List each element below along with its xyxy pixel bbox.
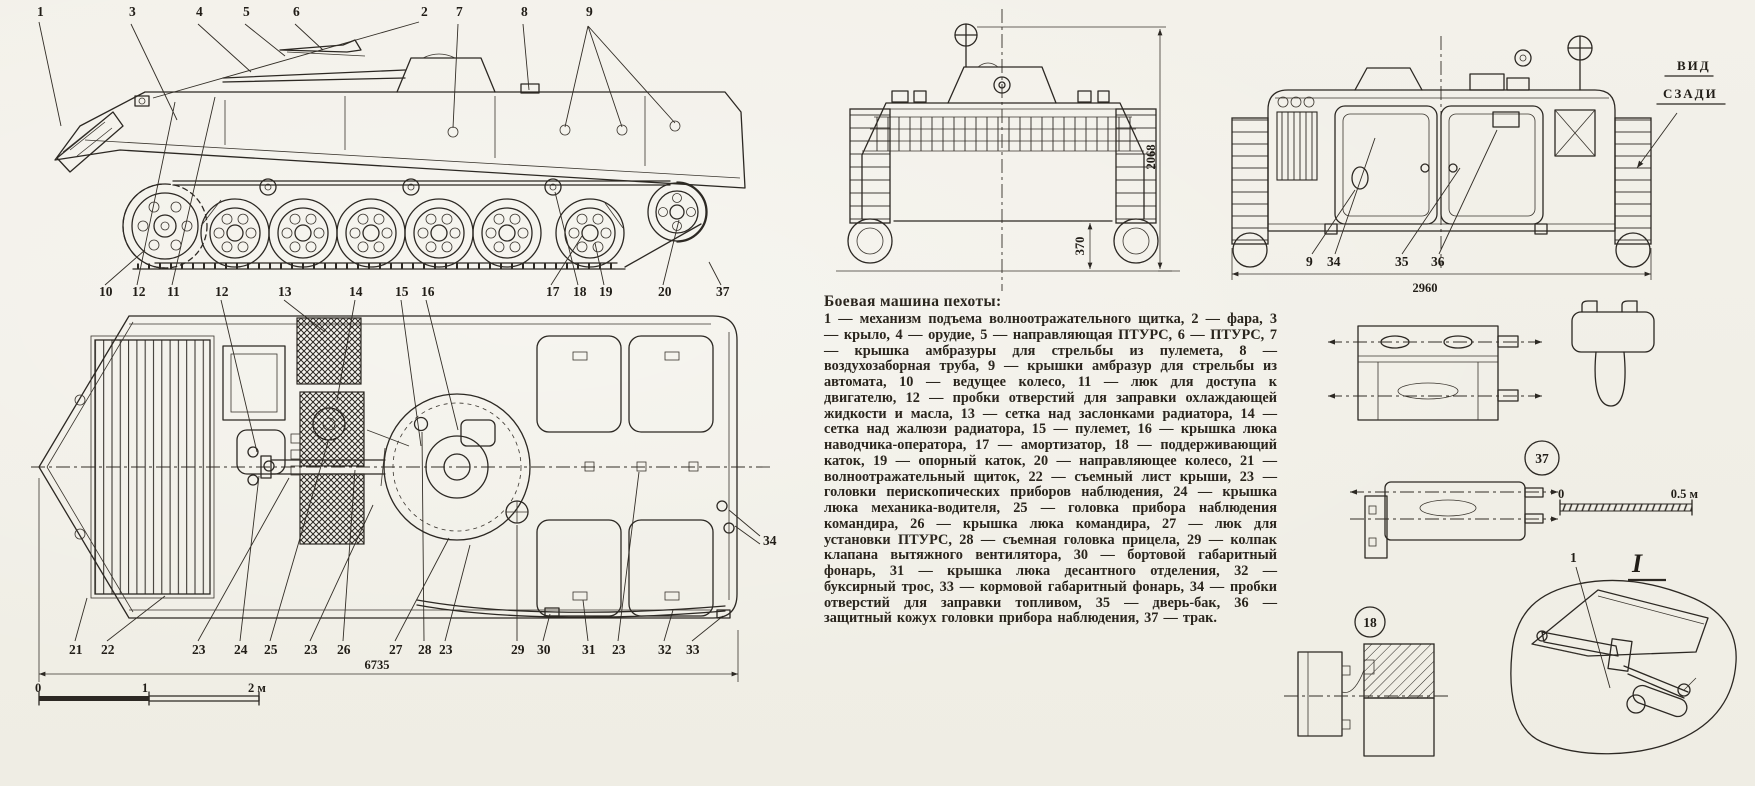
- callout-number: 33: [686, 642, 700, 657]
- track-pin: [1498, 336, 1518, 347]
- view-label-line1: ВИД: [1677, 58, 1711, 73]
- coaxial-mg: [367, 430, 409, 486]
- lift-arm: [1542, 632, 1618, 656]
- callout-number: 27: [389, 642, 403, 657]
- callout-number: 34: [1327, 254, 1341, 269]
- legend-title: Боевая машина пехоты:: [824, 293, 1002, 310]
- callout-number: 26: [337, 642, 351, 657]
- roller-disc: [1298, 652, 1342, 736]
- mg-firing-port: [448, 127, 458, 137]
- callout-number: 11: [167, 284, 180, 299]
- deflector-mechanism-detail: [1511, 580, 1736, 753]
- callout-number: 9: [586, 4, 593, 19]
- rear-callouts: [1306, 254, 1445, 269]
- door-handle: [1449, 164, 1457, 172]
- exhaust-louvres: [1277, 112, 1317, 180]
- troop-hatch: [537, 520, 621, 616]
- dimension-label: 2068: [1144, 144, 1158, 170]
- callout-number: 10: [99, 284, 113, 299]
- callout-number: 18: [573, 284, 587, 299]
- louvre-mesh: [297, 318, 361, 384]
- idler-wheel: [648, 183, 706, 241]
- track-pin: [1525, 488, 1543, 497]
- front-hull: [850, 91, 1156, 221]
- callout-number: 31: [582, 642, 596, 657]
- rear-view-panel: [1225, 18, 1755, 303]
- callout-number: 15: [395, 284, 409, 299]
- circled-callout: 37: [1535, 451, 1549, 466]
- side-hull: [55, 84, 745, 188]
- side-view: [37, 4, 745, 299]
- door-handle: [1421, 164, 1429, 172]
- front-wheel: [1114, 219, 1158, 263]
- shock-absorber: [201, 200, 623, 228]
- troop-hatch: [537, 336, 621, 432]
- callout-number: 22: [101, 642, 115, 657]
- front-view-panel: [828, 5, 1198, 295]
- road-wheel: [473, 199, 541, 267]
- track-link-top-view: [1328, 326, 1542, 420]
- side-callouts-bottom: [99, 284, 730, 299]
- callout-number: 32: [658, 642, 672, 657]
- callout-number: 21: [69, 642, 83, 657]
- details-panel: [1280, 300, 1755, 786]
- track-pin: [1525, 514, 1543, 523]
- plan-view: [31, 284, 777, 705]
- roller-mount-section: [1284, 644, 1448, 756]
- headlight: [914, 91, 926, 102]
- rear-turret: [1355, 68, 1422, 90]
- headlight: [1098, 91, 1109, 102]
- front-wheel: [848, 219, 892, 263]
- troop-hatch: [629, 520, 713, 616]
- road-wheel: [337, 199, 405, 267]
- callout-number: 16: [421, 284, 435, 299]
- circled-number-18: [1355, 607, 1385, 637]
- deck-fittings: [1470, 50, 1531, 90]
- circled-callout: 18: [1363, 615, 1377, 630]
- callout-number: 13: [278, 284, 292, 299]
- side-leader-lines: [39, 22, 721, 285]
- road-wheel: [556, 199, 624, 267]
- filler-plug: [248, 447, 258, 457]
- dimension-label: 6735: [364, 658, 390, 672]
- detail-blob-outline: [1511, 580, 1736, 753]
- detail-callout-number: 1: [1570, 550, 1577, 565]
- hull-section-hatched: [1364, 644, 1434, 698]
- callout-number: 37: [716, 284, 730, 299]
- side-callouts-top: [37, 4, 593, 19]
- engine-access-hatch: [223, 346, 285, 420]
- detail-marker: I: [1632, 549, 1643, 578]
- louvre-mesh: [300, 474, 364, 544]
- filler-plug: [264, 461, 274, 471]
- callout-number: 34: [763, 533, 777, 548]
- road-wheel: [405, 199, 473, 267]
- headlight: [1078, 91, 1091, 102]
- callout-number: 14: [349, 284, 363, 299]
- scale-tick-label: 0: [35, 681, 42, 695]
- scale-tick-label: 2 м: [248, 681, 266, 695]
- callout-number: 23: [439, 642, 453, 657]
- side-running-gear: [123, 179, 707, 269]
- callout-number: 3: [129, 4, 136, 19]
- circled-number-37: [1525, 441, 1559, 475]
- bow-deflector-band: [874, 117, 1132, 151]
- headlight: [75, 395, 85, 405]
- view-label-line2: СЗАДИ: [1663, 86, 1718, 101]
- callout-number: 2: [421, 4, 428, 19]
- callout-number: 9: [1306, 254, 1313, 269]
- callout-number: 36: [1431, 254, 1445, 269]
- guide-horn: [1595, 352, 1625, 406]
- dimension-label: 370: [1073, 236, 1087, 256]
- rear-leader-lines: [1312, 130, 1497, 254]
- rear-sight: [1568, 36, 1592, 90]
- road-wheel: [201, 199, 269, 267]
- filler-plug: [248, 475, 258, 485]
- legend-body: 1 — механизм подъема волноотражательного щитка, 2 — фара, 3 — крыло, 4 — орудие, 5 — направляющая ПТУРС, 6 — ПТУРС, 7 — крышка амбразуры для стрельбы из пулемета, 8 — воздухозаборная труба, 9 — крышки амбразур для стрельбы из автомата, 10 — ведущее колесо, 11 — люк для доступа к двигателю, 12 — пробки отверстий для заправки охлаждающей жидкости и масла, 13 — сетка над заслонками радиатора, 14 — сетка над жалюзи радиатора, 15 — пулемет, 16 — крышка люка наводчика-оператора, 17 — амортизатор, 18 — поддерживающий каток, 19 — опорный каток, 20 — направляющее колесо, 21 — волноотражательный щиток, 22 — съемный лист крыши, 23 — головки перископических приборов наблюдения, 24 — крышка люка механика-водителя, 25 — головка прибора наблюдения командира, 26 — крышка люка командира, 27 — люк для установки ПТУРС, 28 — съемная головка прицела, 29 — колпак клапана вытяжного вентилятора, 30 — бортовой габаритный фонарь, 31 — крышка люка десантного отделения, 32 — буксирный трос, 33 — кормовой габаритный фонарь, 34 — пробки отверстий для заправки топливом, 35 — дверь-бак, 36 — защитный кожух головки прибора наблюдения, 37 — трак.: [824, 311, 1277, 627]
- callout-number: 23: [304, 642, 318, 657]
- callout-number: 23: [192, 642, 206, 657]
- callout-number: 29: [511, 642, 525, 657]
- callout-number: 25: [264, 642, 278, 657]
- firing-port-cover: [1352, 167, 1368, 189]
- main-scale-bar: [35, 681, 266, 705]
- scale-tick-label: 0: [1558, 487, 1565, 501]
- plan-deflector-grilles: [91, 318, 364, 598]
- fuel-filler: [717, 501, 727, 511]
- callout-number: 17: [546, 284, 560, 299]
- callout-number: 20: [658, 284, 672, 299]
- dimension-label: 2960: [1412, 281, 1438, 295]
- bow-plate: [1532, 590, 1708, 656]
- callout-number: 24: [234, 642, 248, 657]
- legend-block: [824, 294, 1277, 627]
- track-pin: [1498, 390, 1518, 401]
- road-wheel: [269, 199, 337, 267]
- callout-number: 35: [1395, 254, 1409, 269]
- callout-number: 19: [599, 284, 613, 299]
- clearance-dimension: [1073, 221, 1100, 269]
- scale-tick-label: 1: [141, 681, 149, 695]
- detail-reference: [1570, 549, 1666, 688]
- operator-hatch: [461, 420, 495, 446]
- callout-number: 8: [521, 4, 528, 19]
- callout-number: 7: [456, 4, 463, 19]
- headlight: [892, 91, 908, 102]
- headlight: [75, 529, 85, 539]
- front-sight: [955, 24, 977, 67]
- headlight: [135, 96, 149, 106]
- callout-number: 30: [537, 642, 551, 657]
- troop-hatch: [629, 336, 713, 432]
- missile-rail: [287, 52, 365, 56]
- track-link-side-view: [1350, 482, 1558, 558]
- side-and-plan-view-panel: [25, 0, 810, 712]
- callout-number: 28: [418, 642, 432, 657]
- link-flange: [1365, 496, 1387, 558]
- tow-hook: [1535, 224, 1547, 234]
- callout-number: 5: [243, 4, 250, 19]
- detail-scale-bar: [1558, 487, 1698, 515]
- rear-hull: [1268, 36, 1615, 234]
- callout-number: 12: [132, 284, 146, 299]
- radiator-grid: [95, 340, 210, 594]
- sight-head: [415, 418, 428, 431]
- tow-rope: [417, 600, 725, 617]
- callout-number: 1: [37, 4, 44, 19]
- callout-number: 12: [215, 284, 229, 299]
- plan-callouts-top: [215, 284, 435, 299]
- track-guide-horn: [1572, 301, 1654, 406]
- callout-number: 6: [293, 4, 300, 19]
- scale-tick-label: 0.5 м: [1670, 487, 1698, 501]
- callout-number: 23: [612, 642, 626, 657]
- callout-number: 4: [196, 4, 203, 19]
